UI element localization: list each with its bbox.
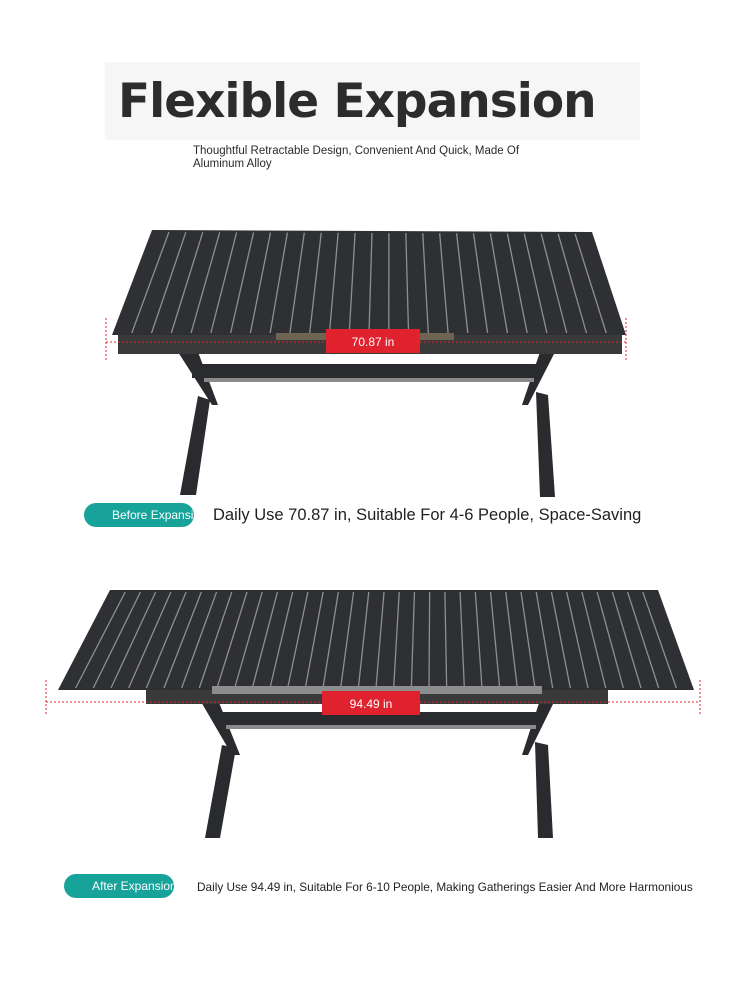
table-after-illustration [0,580,750,850]
page-subtitle: Thoughtful Retractable Design, Convenient And Quick, Made Of Aluminum Alloy [193,145,520,170]
after-expansion-caption: Daily Use 94.49 in, Suitable For 6-10 People, Making Gatherings Easier And More Harmonious [197,880,693,894]
dimension-after-label: 94.49 in [349,697,393,711]
table-before-legs [178,352,555,497]
after-expansion-badge [64,874,177,898]
dimension-before-label: 70.87 in [351,335,395,349]
table-slat-line [429,592,430,688]
table-before-illustration [0,215,750,505]
page-title: Flexible Expansion [118,74,596,129]
before-expansion-caption: Daily Use 70.87 in, Suitable For 4-6 People, Space-Saving [213,506,642,524]
table-after-top [58,590,694,690]
before-expansion-badge [84,503,207,527]
before-expansion-badge-label: Before Expansion [112,508,207,522]
table-after-legs [200,700,555,838]
after-expansion-badge-label: After Expansion [92,879,177,893]
